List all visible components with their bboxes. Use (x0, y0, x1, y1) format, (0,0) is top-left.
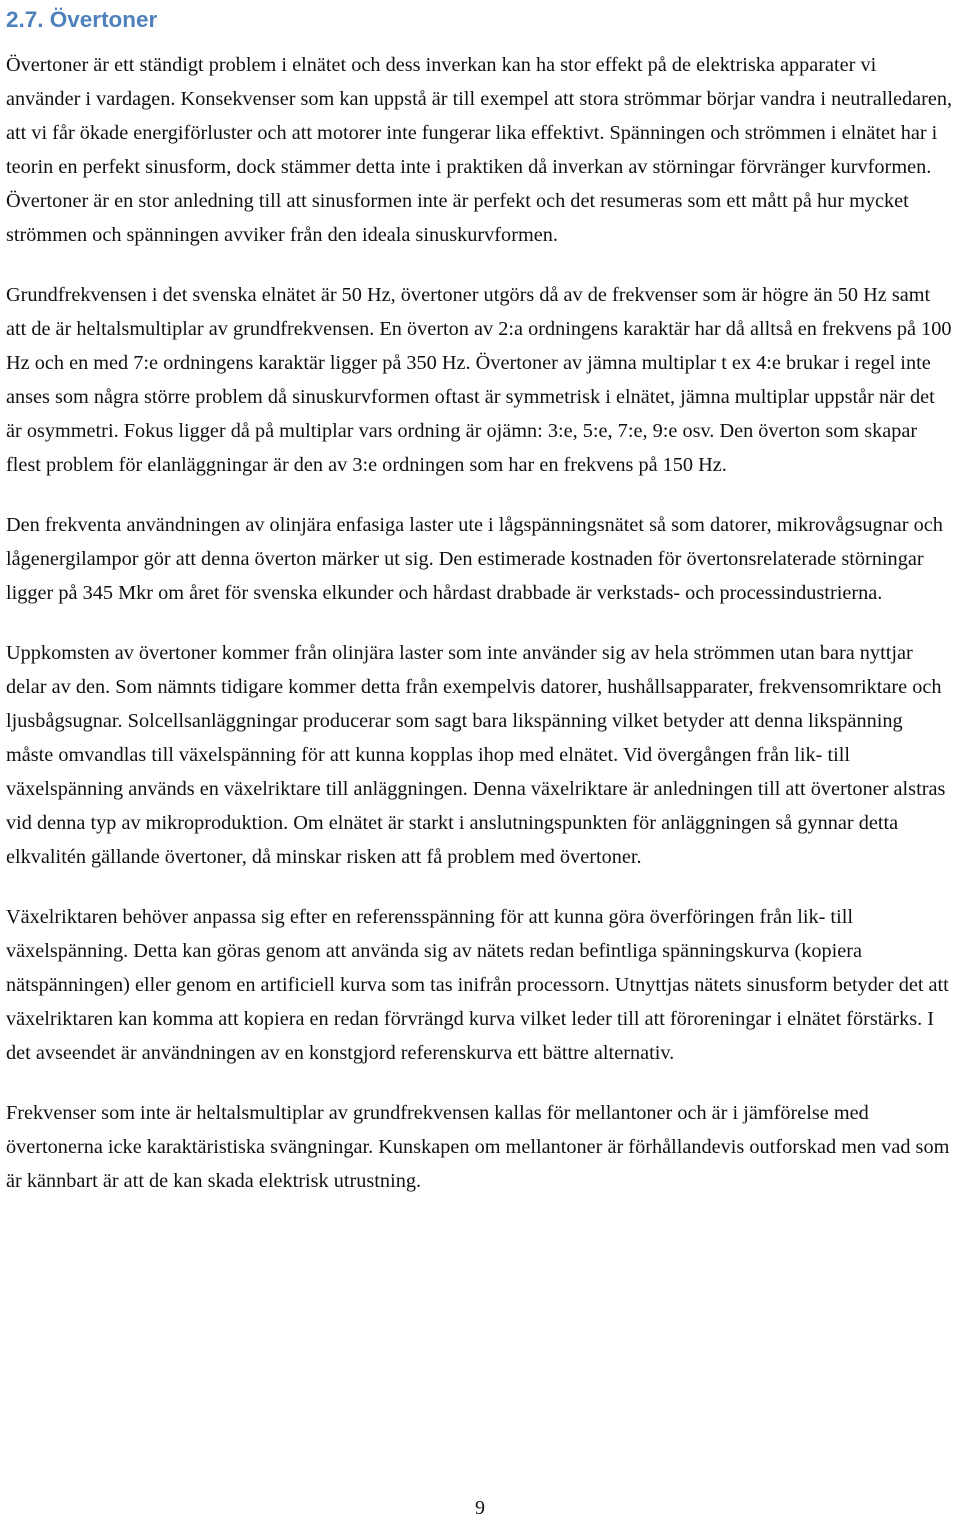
paragraph-fundamental-frequency: Grundfrekvensen i det svenska elnätet är 50 Hz, övertoner utgörs då av de frekvenser som är högre än 50 Hz samt att de är heltalsmultiplar av grundfrekvensen. En överton av 2:a ordningens karaktär har då alltså en frekvens på 100 Hz och en med 7:e ordningens karaktär ligger på 350 Hz. Övertoner av jämna multiplar t ex 4:e brukar i regel inte anses som några större problem då sinuskurvformen oftast är symmetrisk i elnätet, jämna multiplar uppstår när det är osymmetri. Fokus ligger då på multiplar vars ordning är ojämn: 3:e, 5:e, 7:e, 9:e osv. Den överton som skapar flest problem för elanläggningar är den av 3:e ordningen som har en frekvens på 150 Hz. (6, 284, 952, 476)
paragraph-overtones-intro: Övertoner är ett ständigt problem i elnätet och dess inverkan kan ha stor effekt på de elektriska apparater vi använder i vardagen. Konsekvenser som kan uppstå är till exempel att stora strömmar börjar vandra i neutralledaren, att vi får ökade energiförluster och att motorer inte fungerar lika effektivt. Spänningen och strömmen i elnätet har i teorin en perfekt sinusform, dock stämmer detta inte i praktiken då inverkan av störningar förvränger kurvformen. Övertoner är en stor anledning till att sinusformen inte är perfekt och det resumeras som ett mått på hur mycket strömmen och spänningen avviker från den ideala sinuskurvformen. (6, 54, 953, 246)
paragraph-inverter-reference: Växelriktaren behöver anpassa sig efter en referensspänning för att kunna göra överföringen från lik- till växelspänning. Detta kan göras genom att använda sig av nätets redan befintliga spänningskurva (kopiera nätspänningen) eller genom en artificiell kurva som tas inifrån processorn. Utnyttjas nätets sinusform betyder det att växelriktaren kan komma att kopiera en redan förvrängd kurva vilket leder till att föroreningar i elnätet förstärks. I det avseendet är användningen av en konstgjord referenskurva ett bättre alternativ. (6, 906, 949, 1064)
section-heading: 2.7. Övertoner (6, 7, 158, 32)
body-text (6, 48, 954, 1224)
page-number: 9 (475, 1497, 485, 1519)
paragraph-interharmonics: Frekvenser som inte är heltalsmultiplar av grundfrekvensen kallas för mellantoner och är i jämförelse med övertonerna icke karaktäristiska svängningar. Kunskapen om mellantoner är förhållandevis outforskad men vad som är kännbart är att de kan skada elektrisk utrustning. (6, 1102, 950, 1192)
paragraph-nonlinear-loads-cost: Den frekventa användningen av olinjära enfasiga laster ute i lågspänningsnätet så som datorer, mikrovågsugnar och lågenergilampor gör att denna överton märker ut sig. Den estimerade kostnaden för övertonsrelaterade störningar ligger på 345 Mkr om året för svenska elkunder och hårdast drabbade är verkstads- och processindustrierna. (6, 514, 943, 604)
paragraph-origin-of-overtones: Uppkomsten av övertoner kommer från olinjära laster som inte använder sig av hela strömmen utan bara nyttjar delar av den. Som nämnts tidigare kommer detta från exempelvis datorer, hushållsapparater, frekvensomriktare och ljusbågsugnar. Solcellsanläggningar producerar som sagt bara likspänning vilket betyder att denna likspänning måste omvandlas till växelspänning för att kunna kopplas ihop med elnätet. Vid övergången från lik- till växelspänning används en växelriktare till anläggningen. Denna växelriktare är anledningen till att övertoner alstras vid denna typ av mikroproduktion. Om elnätet är starkt i anslutningspunkten för anläggningen så gynnar detta elkvalitén gällande övertoner, då minskar risken att få problem med övertoner. (6, 642, 946, 868)
